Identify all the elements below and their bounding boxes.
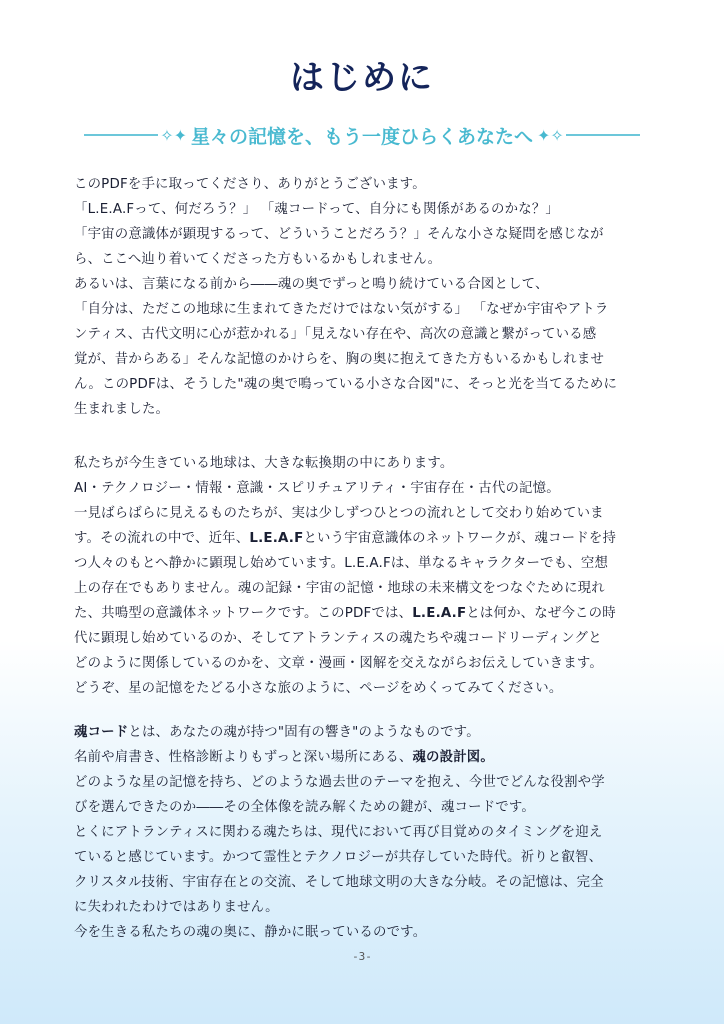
page-title: はじめに	[290, 58, 434, 98]
text-line	[74, 501, 654, 526]
subtitle-ornament-left: ✧✦	[160, 125, 187, 145]
text-segment: AI・テクノロジー・情報・意識・スピリチュアリティ・宇宙存在・古代の記憶。	[74, 481, 560, 496]
subtitle-rule-right	[566, 134, 640, 136]
text-line	[74, 820, 654, 845]
text-segment: ら、ここへ辿り着いてくださった方もいるかもしれません。	[74, 252, 442, 267]
bold-text: 魂コード	[74, 725, 129, 740]
text-segment: ンティス、古代文明に心が惹かれる」「見えない存在や、高次の意識と繋がっている感	[74, 327, 597, 342]
text-segment: あるいは、言葉になる前から――魂の奥でずっと鳴り続けている合図として、	[74, 277, 549, 292]
text-segment: に失われたわけではありません。	[74, 900, 279, 915]
bold-text: L.E.A.F	[249, 531, 304, 546]
text-line	[74, 347, 654, 372]
page-number: -3-	[352, 950, 372, 963]
text-segment: どのように関係しているのかを、文章・漫画・図解を交えながらお伝えしていきます。	[74, 656, 603, 671]
text-segment: という宇宙意識体のネットワークが、魂コードを持	[303, 531, 617, 546]
text-segment: ていると感じています。かつて霊性とテクノロジーが共存していた時代。祈りと叡智、	[74, 850, 603, 865]
text-segment: どのような星の記憶を持ち、どのような過去世のテーマを抱え、今世でどんな役割や学	[74, 775, 605, 790]
text-line	[74, 795, 654, 820]
text-line	[74, 576, 654, 601]
text-line	[74, 476, 654, 501]
text-line	[74, 372, 654, 397]
text-line	[74, 272, 654, 297]
text-line	[74, 845, 654, 870]
text-segment: す。その流れの中で、近年、	[74, 531, 250, 546]
text-segment: 今を生きる私たちの魂の奥に、静かに眠っているのです。	[74, 925, 427, 940]
text-line	[74, 551, 654, 576]
text-segment: 「自分は、ただこの地球に生まれてきただけではない気がする」 「なぜか宇宙やアトラ	[74, 302, 609, 317]
text-line	[74, 197, 654, 222]
text-segment: びを選んできたのか――その全体像を読み解くための鍵が、魂コードです。	[74, 800, 536, 815]
text-line	[74, 451, 654, 476]
text-segment: クリスタル技術、宇宙存在との交流、そして地球文明の大きな分岐。その記憶は、完全	[74, 875, 604, 890]
text-segment: 生まれました。	[74, 402, 170, 417]
text-segment: 「L.E.A.Fって、何だろう？」 「魂コードって、自分にも関係があるのかな？」	[74, 202, 559, 217]
bold-text: 魂の設計図。	[412, 750, 494, 765]
text-segment: 「宇宙の意識体が顕現するって、どういうことだろう？」そんな小さな疑問を感じなが	[74, 227, 604, 242]
text-segment: つ人々のもとへ静かに顕現し始めています。L.E.A.Fは、単なるキャラクターでも、空想	[74, 556, 609, 571]
text-line	[74, 895, 654, 920]
text-segment: 上の存在でもありません。魂の記録・宇宙の記憶・地球の未来構文をつなぐために現れ	[74, 581, 605, 596]
text-segment: とは何か、なぜ今この時	[466, 606, 616, 621]
text-line	[74, 297, 654, 322]
text-line	[74, 920, 654, 945]
text-segment: 覚が、昔からある」そんな記憶のかけらを、胸の奥に抱えてきた方もいるかもしれませ	[74, 352, 605, 367]
subtitle-rule-left	[84, 134, 158, 136]
text-line	[74, 172, 654, 197]
text-line	[74, 222, 654, 247]
paragraph-leaf	[74, 451, 654, 701]
text-line	[74, 526, 654, 551]
text-line	[74, 601, 654, 626]
subtitle-banner	[84, 120, 640, 150]
text-line	[74, 770, 654, 795]
text-line	[74, 626, 654, 651]
text-line	[74, 720, 654, 745]
paragraph-intro	[74, 172, 654, 422]
text-line	[74, 651, 654, 676]
text-segment: ん。このPDFは、そうした"魂の奥で鳴っている小さな合図"に、そっと光を当てるために	[74, 377, 618, 392]
text-segment: どうぞ、星の記憶をたどる小さな旅のように、ページをめくってみてください。	[74, 681, 563, 696]
text-line	[74, 870, 654, 895]
text-segment: た、共鳴型の意識体ネットワークです。このPDFでは、	[74, 606, 413, 621]
text-line	[74, 745, 654, 770]
text-line	[74, 247, 654, 272]
text-line	[74, 322, 654, 347]
text-segment: 名前や肩書き、性格診断よりもずっと深い場所にある、	[74, 750, 413, 765]
text-segment: とは、あなたの魂が持つ"固有の響き"のようなものです。	[128, 725, 480, 740]
paragraph-soul-code	[74, 720, 654, 945]
text-segment: 私たちが今生きている地球は、大きな転換期の中にあります。	[74, 456, 454, 471]
text-segment: とくにアトランティスに関わる魂たちは、現代において再び目覚めのタイミングを迎え	[74, 825, 603, 840]
subtitle-text: 星々の記憶を、もう一度ひらくあなたへ	[191, 125, 534, 148]
subtitle-ornament-right: ✦✧	[537, 125, 564, 145]
text-segment: このPDFを手に取ってくださり、ありがとうございます。	[74, 177, 426, 192]
text-line	[74, 676, 654, 701]
bold-text: L.E.A.F	[412, 606, 467, 621]
text-segment: 一見ばらばらに見えるものたちが、実は少しずつひとつの流れとして交わり始めていま	[74, 506, 604, 521]
text-segment: 代に顕現し始めているのか、そしてアトランティスの魂たちや魂コードリーディングと	[74, 631, 602, 646]
text-line	[74, 397, 654, 422]
